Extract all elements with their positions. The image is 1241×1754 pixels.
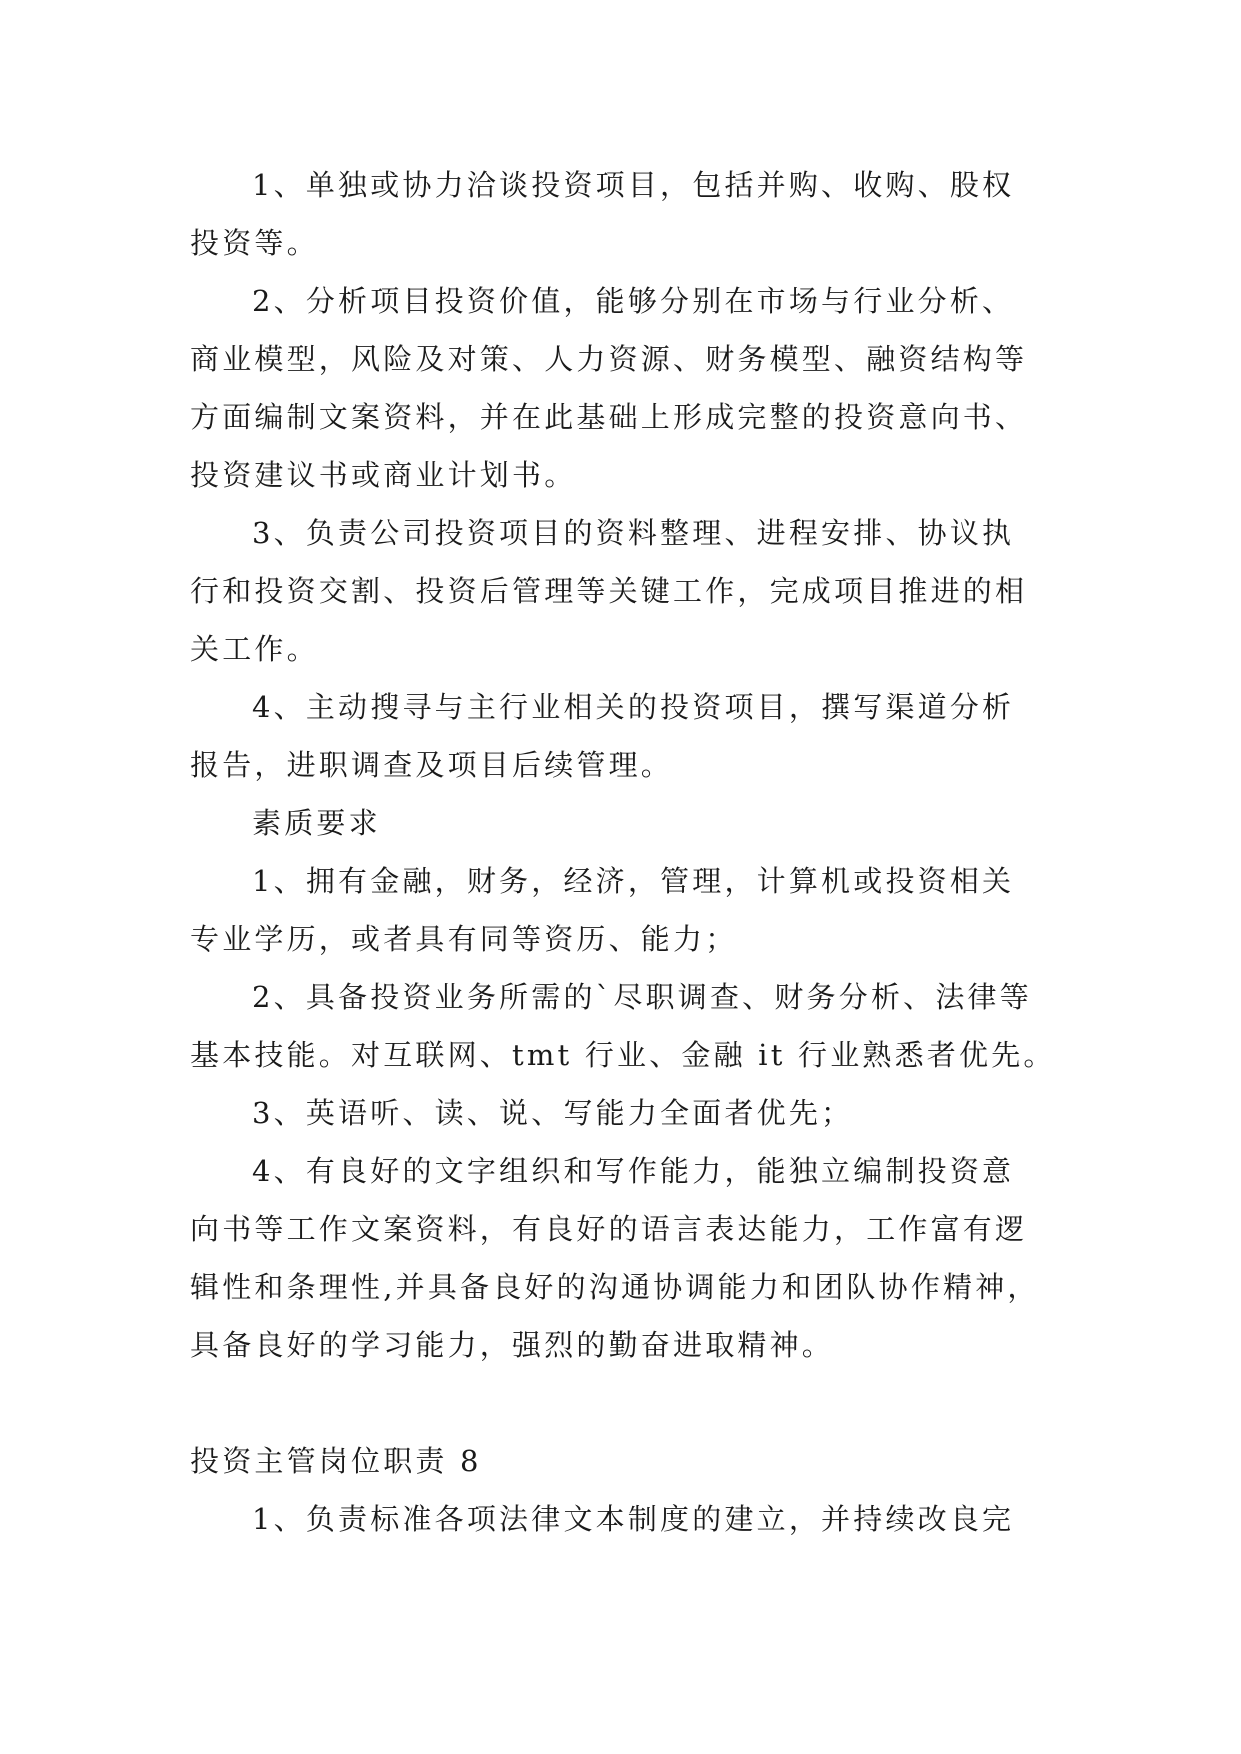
text-line: 行和投资交割、投资后管理等关键工作，完成项目推进的相 xyxy=(190,574,1028,608)
section-title: 投资主管岗位职责 8 xyxy=(190,1444,482,1478)
text-line: 1、负责标准各项法律文本制度的建立，并持续改良完 xyxy=(252,1502,1015,1536)
text-line: 2、分析项目投资价值，能够分别在市场与行业分析、 xyxy=(252,284,1015,318)
text-line: 报告，进职调查及项目后续管理。 xyxy=(190,748,674,782)
text-line: 关工作。 xyxy=(190,632,319,666)
text-line: 1、拥有金融，财务，经济，管理，计算机或投资相关 xyxy=(252,864,1015,898)
text-line: 2、具备投资业务所需的`尽职调查、财务分析、法律等 xyxy=(252,980,1032,1014)
text-line: 向书等工作文案资料，有良好的语言表达能力，工作富有逻 xyxy=(190,1212,1028,1246)
text-line: 4、有良好的文字组织和写作能力，能独立编制投资意 xyxy=(252,1154,1015,1188)
text-line: 方面编制文案资料，并在此基础上形成完整的投资意向书、 xyxy=(190,400,1028,434)
text-line: 具备良好的学习能力，强烈的勤奋进取精神。 xyxy=(190,1328,835,1362)
text-line: 投资建议书或商业计划书。 xyxy=(190,458,577,492)
text-line: 投资等。 xyxy=(190,226,319,260)
text-line: 基本技能。对互联网、tmt 行业、金融 it 行业熟悉者优先。 xyxy=(190,1038,1056,1072)
text-line: 专业学历，或者具有同等资历、能力； xyxy=(190,922,738,956)
text-line: 商业模型，风险及对策、人力资源、财务模型、融资结构等 xyxy=(190,342,1028,376)
section-heading: 素质要求 xyxy=(252,806,381,840)
text-line: 1、单独或协力洽谈投资项目，包括并购、收购、股权 xyxy=(252,168,1015,202)
text-line: 辑性和条理性,并具备良好的沟通协调能力和团队协作精神， xyxy=(190,1270,1040,1304)
text-line: 3、英语听、读、说、写能力全面者优先； xyxy=(252,1096,854,1130)
text-line: 4、主动搜寻与主行业相关的投资项目，撰写渠道分析 xyxy=(252,690,1015,724)
text-line: 3、负责公司投资项目的资料整理、进程安排、协议执 xyxy=(252,516,1015,550)
